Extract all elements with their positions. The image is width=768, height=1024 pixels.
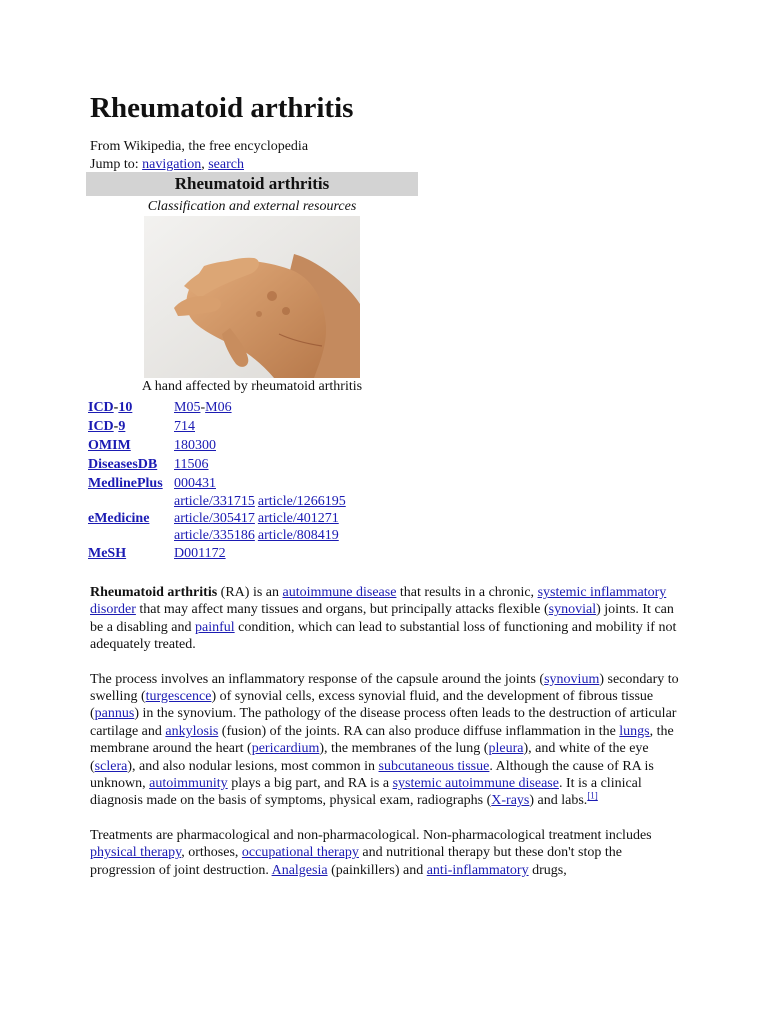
emedicine-article-link[interactable]: article/335186 bbox=[174, 528, 255, 543]
link-synovium[interactable]: synovium bbox=[544, 671, 600, 687]
text: ), and white of the eye ( bbox=[90, 741, 649, 774]
link-subcutaneous-tissue[interactable]: subcutaneous tissue bbox=[378, 758, 490, 774]
site-subtitle: From Wikipedia, the free encyclopedia bbox=[90, 139, 309, 154]
label-icd10 bbox=[88, 398, 174, 417]
row-omim bbox=[88, 436, 388, 455]
paragraph-intro bbox=[90, 584, 680, 654]
label-diseasesdb bbox=[88, 455, 174, 474]
text: and nutritional therapy but these don't stop the progression of joint destruction. bbox=[90, 845, 622, 878]
value-icd10 bbox=[174, 398, 388, 417]
row-emedicine bbox=[88, 493, 388, 544]
text: , the membrane around the heart ( bbox=[90, 723, 674, 757]
jump-to-label: Jump to: bbox=[90, 157, 139, 172]
label-medlineplus bbox=[88, 474, 174, 493]
medlineplus-value-link[interactable]: 000431 bbox=[174, 476, 216, 491]
link-pleura[interactable]: pleura bbox=[488, 741, 524, 757]
mesh-value-link[interactable]: D001172 bbox=[174, 546, 226, 561]
emedicine-label-link[interactable]: eMedicine bbox=[88, 511, 150, 526]
link-pannus[interactable]: pannus bbox=[94, 706, 135, 722]
value-icd9 bbox=[174, 417, 388, 436]
link-anti-inflammatory[interactable]: anti-inflammatory bbox=[426, 862, 529, 878]
link-autoimmune-disease[interactable]: autoimmune disease bbox=[282, 585, 397, 600]
text: ) and labs. bbox=[529, 793, 588, 809]
link-systemic-autoimmune-disease[interactable]: systemic autoimmune disease bbox=[392, 776, 559, 792]
label-icd9 bbox=[88, 417, 174, 436]
omim-label-link[interactable]: OMIM bbox=[88, 438, 131, 453]
emedicine-article-link[interactable]: article/331715 bbox=[174, 494, 255, 509]
icd10-version-link[interactable]: 10 bbox=[118, 400, 133, 415]
link-synovial[interactable]: synovial bbox=[548, 602, 597, 618]
link-physical-therapy[interactable]: physical therapy bbox=[90, 845, 182, 861]
row-icd10 bbox=[88, 398, 388, 417]
emedicine-article-link[interactable]: article/1266195 bbox=[257, 494, 346, 509]
text: (RA) is an bbox=[217, 585, 283, 600]
medlineplus-label-link[interactable]: MedlinePlus bbox=[88, 476, 163, 491]
article-body bbox=[90, 584, 680, 896]
infobox-heading: Rheumatoid arthritis bbox=[86, 172, 418, 196]
label-dash: - bbox=[113, 419, 119, 434]
icd10-m06-link[interactable]: M06 bbox=[205, 400, 232, 415]
value-dash: - bbox=[200, 400, 206, 415]
text: ) in the synovium. The pathology of the disease process often leads to the destruction of articular cartilage and bbox=[90, 706, 677, 739]
icd10-m05-link[interactable]: M05 bbox=[174, 400, 201, 415]
link-sclera[interactable]: sclera bbox=[94, 758, 128, 774]
text: , orthoses, bbox=[181, 845, 242, 861]
jump-separator: , bbox=[201, 157, 205, 172]
text: ) joints. It can be a disabling and bbox=[90, 602, 674, 635]
icd-link[interactable]: ICD bbox=[88, 419, 114, 434]
link-turgescence[interactable]: turgescence bbox=[145, 689, 212, 705]
infobox bbox=[86, 172, 418, 561]
diseasesdb-label-link[interactable]: DiseasesDB bbox=[88, 457, 158, 472]
value-medlineplus bbox=[174, 474, 388, 493]
link-pericardium[interactable]: pericardium bbox=[251, 741, 320, 757]
row-medlineplus bbox=[88, 474, 388, 493]
jump-to-bar bbox=[90, 156, 244, 173]
hand-illustration bbox=[144, 216, 360, 378]
jump-search-link[interactable]: search bbox=[208, 157, 244, 172]
value-emedicine bbox=[174, 493, 388, 544]
page-title: Rheumatoid arthritis bbox=[90, 92, 354, 124]
text: . It is a clinical diagnosis made on the basis of symptoms, physical exam, radiographs ( bbox=[90, 776, 642, 809]
link-autoimmunity[interactable]: autoimmunity bbox=[149, 776, 228, 792]
link-systemic-inflammatory-disorder[interactable]: systemic inflammatory disorder bbox=[90, 585, 667, 618]
value-mesh bbox=[174, 544, 388, 563]
reference-link[interactable]: [1] bbox=[587, 790, 598, 801]
label-omim bbox=[88, 436, 174, 455]
value-diseasesdb bbox=[174, 455, 388, 474]
paragraph-process bbox=[90, 671, 680, 810]
label-dash: - bbox=[113, 400, 119, 415]
text: . Although the cause of RA is unknown, bbox=[90, 758, 654, 792]
paragraph-treatment bbox=[90, 827, 680, 879]
row-diseasesdb bbox=[88, 455, 388, 474]
image-caption: A hand affected by rheumatoid arthritis bbox=[141, 379, 363, 394]
link-lungs[interactable]: lungs bbox=[619, 723, 650, 739]
jump-navigation-link[interactable]: navigation bbox=[142, 157, 202, 172]
link-painful[interactable]: painful bbox=[194, 619, 235, 635]
text: plays a big part, and RA is a bbox=[227, 776, 393, 792]
link-occupational-therapy[interactable]: occupational therapy bbox=[241, 845, 359, 861]
row-mesh bbox=[88, 544, 388, 563]
text: ), the membranes of the lung ( bbox=[319, 741, 489, 757]
hand-photo[interactable] bbox=[144, 216, 360, 378]
icd9-version-link[interactable]: 9 bbox=[118, 419, 126, 434]
text: condition, which can lead to substantial loss of functioning and mobility if not adequately treated. bbox=[90, 619, 677, 653]
icd9-714-link[interactable]: 714 bbox=[174, 419, 195, 434]
diseasesdb-value-link[interactable]: 11506 bbox=[174, 457, 209, 472]
text: that results in a chronic, bbox=[396, 585, 538, 600]
text: Treatments are pharmacological and non-pharmacological. Non-pharmacological treatment includes bbox=[90, 827, 652, 843]
text: ) of synovial cells, excess synovial fluid, and the development of fibrous tissue ( bbox=[90, 689, 654, 722]
row-icd9 bbox=[88, 417, 388, 436]
icd-link[interactable]: ICD bbox=[88, 400, 114, 415]
value-omim bbox=[174, 436, 388, 455]
text: The process involves an inflammatory response of the capsule around the joints ( bbox=[90, 671, 545, 687]
bold-term: Rheumatoid arthritis bbox=[90, 585, 218, 600]
text: ) secondary to swelling ( bbox=[90, 671, 679, 705]
link-ankylosis[interactable]: ankylosis bbox=[165, 723, 219, 739]
label-emedicine bbox=[88, 493, 174, 544]
text: (painkillers) and bbox=[327, 862, 427, 878]
label-mesh bbox=[88, 544, 174, 563]
text: that may affect many tissues and organs, but principally attacks flexible ( bbox=[135, 602, 549, 618]
infobox-table bbox=[88, 398, 388, 563]
text: ), and also nodular lesions, most common in bbox=[127, 758, 379, 774]
text: drugs, bbox=[528, 862, 567, 878]
mesh-label-link[interactable]: MeSH bbox=[88, 546, 127, 561]
link-x-rays[interactable]: X-rays bbox=[491, 793, 530, 809]
infobox-subheading: Classification and external resources bbox=[147, 199, 357, 214]
omim-value-link[interactable]: 180300 bbox=[174, 438, 216, 453]
emedicine-article-link[interactable]: article/808419 bbox=[257, 528, 339, 543]
emedicine-article-link[interactable]: article/305417 bbox=[174, 511, 255, 526]
emedicine-article-link[interactable]: article/401271 bbox=[257, 511, 339, 526]
link-analgesia[interactable]: Analgesia bbox=[271, 862, 328, 878]
text: (fusion) of the joints. RA can also produce diffuse inflammation in the bbox=[218, 723, 620, 739]
